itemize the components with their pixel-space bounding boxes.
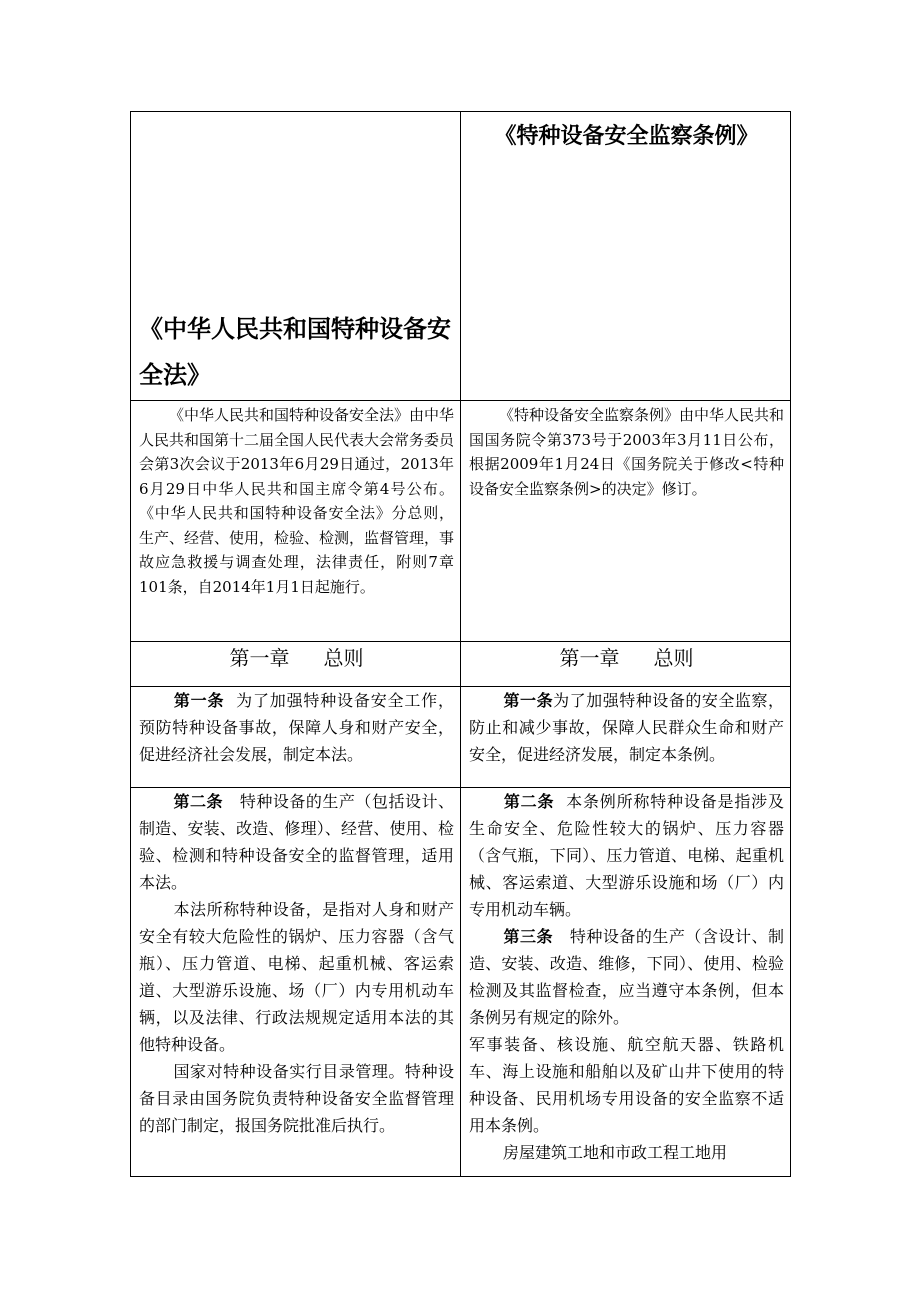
left-title-cell [131, 112, 461, 401]
right-title: 《特种设备安全监察条例》 [494, 124, 759, 149]
left-chapter-cell [131, 642, 461, 687]
right-article1-cell [461, 687, 791, 788]
left-chapter-title: 总则 [323, 646, 364, 670]
right-art1-text: 为了加强特种设备的安全监察，防止和减少事故，保障人民群众生命和财产安全，促进经济发展，制定本条例。 [469, 691, 784, 764]
right-art2-text: 本条例所称特种设备是指涉及生命安全、危险性较大的锅炉、压力容器（含气瓶，下同）、压力管道、电梯、起重机械、客运索道、大型游乐设施和场（厂）内专用机动车辆。 [469, 792, 784, 919]
right-title-cell [461, 112, 791, 401]
left-art2-label: 第二条 [173, 792, 224, 811]
left-art1-text: 为了加强特种设备安全工作，预防特种设备事故，保障人身和财产安全，促进经济社会发展，制定本法。 [139, 691, 454, 764]
left-art1-label: 第一条 [173, 691, 225, 710]
right-chapter-cell [461, 642, 791, 687]
right-chapter: 第一章 [559, 646, 620, 670]
left-art2-p2: 本法所称特种设备，是指对人身和财产安全有较大危险性的锅炉、压力容器（含气瓶）、压力管道、电梯、起重机械、客运索道、大型游乐设施、场（厂）内专用机动车辆，以及法律、行政法规规定适用本法的其他特种设备。 [139, 900, 454, 1054]
right-art2-label: 第二条 [503, 792, 555, 811]
left-article1-cell [131, 687, 461, 788]
right-art3-text: 特种设备的生产（含设计、制造、安装、改造、维修，下同）、使用、检验检测及其监督检查，应当遵守本条例，但本条例另有规定的除外。 [469, 927, 784, 1027]
left-chapter: 第一章 [229, 646, 290, 670]
right-article2-cell [461, 788, 791, 1177]
left-intro: 《中华人民共和国特种设备安全法》由中华人民共和国第十二届全国人民代表大会常务委员会第3次会议于2013年6月29日通过，2013年6月29日中华人民共和国主席令第4号公布。《中华人民共和国特种设备安全法》分总则，生产、经营、使用，检验、检测，监督管理，事故应急救援与调查处理，法律责任，附则7章101条，自2014年1月1日起施行。 [139, 406, 455, 596]
left-article2-cell [131, 788, 461, 1177]
right-intro-cell [461, 401, 791, 642]
right-art3-p2: 军事装备、核设施、航空航天器、铁路机车、海上设施和船舶以及矿山井下使用的特种设备、民用机场专用设备的安全监察不适用本条例。 [469, 1035, 784, 1135]
article1-row [131, 687, 791, 788]
article2-row [131, 788, 791, 1177]
right-intro: 《特种设备安全监察条例》由中华人民共和国国务院令第373号于2003年3月11日公布，根据2009年1月24日《国务院关于修改<特种设备安全监察条例>的决定》修订。 [469, 406, 785, 498]
comparison-table [130, 111, 791, 1177]
right-chapter-title: 总则 [653, 646, 694, 670]
left-art2-p3: 国家对特种设备实行目录管理。特种设备目录由国务院负责特种设备安全监督管理的部门制定，报国务院批准后执行。 [139, 1062, 454, 1135]
right-art3-p3: 房屋建筑工地和市政工程工地用 [503, 1143, 728, 1162]
title-row [131, 112, 791, 401]
right-art1-label: 第一条 [503, 691, 554, 710]
right-art3-label: 第三条 [503, 927, 554, 946]
left-title: 《中华人民共和国特种设备安全法》 [139, 315, 451, 389]
chapter-row [131, 642, 791, 687]
left-art2-text: 特种设备的生产（包括设计、制造、安装、改造、修理）、经营、使用、检验、检测和特种设备安全的监督管理，适用本法。 [139, 792, 454, 892]
left-intro-cell [131, 401, 461, 642]
intro-row [131, 401, 791, 642]
